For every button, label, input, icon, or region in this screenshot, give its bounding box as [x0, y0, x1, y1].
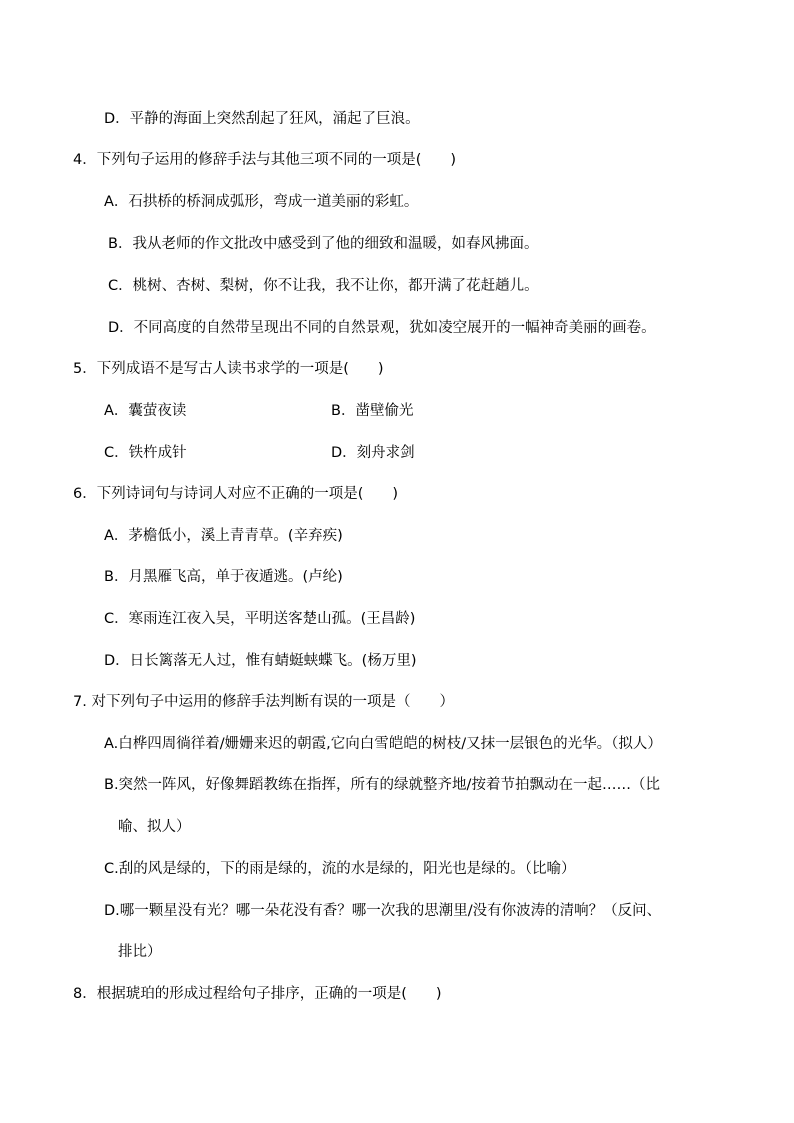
q4-option-a: A．石拱桥的桥洞成弧形，弯成一道美丽的彩虹。	[104, 194, 419, 210]
q4-stem: 4．下列句子运用的修辞手法与其他三项不同的一项是( )	[73, 152, 457, 168]
q6-option-a: A．茅檐低小，溪上青青草。(辛弃疾)	[104, 528, 343, 544]
q4-option-b: B．我从老师的作文批改中感受到了他的细致和温暖，如春风拂面。	[108, 236, 539, 252]
q7-option-c: C.刮的风是绿的，下的雨是绿的，流的水是绿的，阳光也是绿的。（比喻）	[104, 861, 576, 877]
q5-stem: 5．下列成语不是写古人读书求学的一项是( )	[73, 361, 384, 377]
q6-option-c: C．寒雨连江夜入吴，平明送客楚山孤。(王昌龄)	[104, 611, 416, 627]
q7-option-a: A.白桦四周徜徉着/姗姗来迟的朝霞,它向白雪皑皑的树枝/又抹一层银色的光华。（拟人）	[104, 736, 662, 752]
q5-option-b: B．凿壁偷光	[331, 403, 414, 419]
q7-option-d-line2: 排比）	[118, 944, 162, 960]
q7-stem: 7. 对下列句子中运用的修辞手法判断有误的一项是（ ）	[73, 694, 454, 710]
q5-option-c: C．铁杵成针	[104, 445, 187, 461]
q6-option-d: D．日长篱落无人过，惟有蜻蜓蛱蝶飞。(杨万里)	[104, 653, 417, 669]
q8-stem: 8．根据琥珀的形成过程给句子排序，正确的一项是( )	[73, 986, 442, 1002]
q7-option-d-line1: D.哪一颗星没有光？哪一朵花没有香？哪一次我的思潮里/没有你波涛的清响？（反问、	[104, 903, 662, 919]
q4-option-d: D．不同高度的自然带呈现出不同的自然景观，犹如凌空展开的一幅神奇美丽的画卷。	[108, 320, 656, 336]
q7-option-b-line2: 喻、拟人）	[118, 819, 191, 835]
q4-option-c: C．桃树、杏树、梨树，你不让我，我不让你，都开满了花赶趟儿。	[108, 278, 539, 294]
q6-stem: 6．下列诗词句与诗词人对应不正确的一项是( )	[73, 486, 399, 502]
q6-option-b: B．月黑雁飞高，单于夜遁逃。(卢纶)	[104, 569, 343, 585]
q5-option-d: D．刻舟求剑	[331, 445, 415, 461]
q5-option-a: A．囊萤夜读	[104, 403, 187, 419]
q3-option-d: D．平静的海面上突然刮起了狂风，涌起了巨浪。	[104, 111, 420, 127]
q7-option-b-line1: B.突然一阵风，好像舞蹈教练在指挥，所有的绿就整齐地/按着节拍飘动在一起……（比	[104, 777, 660, 793]
